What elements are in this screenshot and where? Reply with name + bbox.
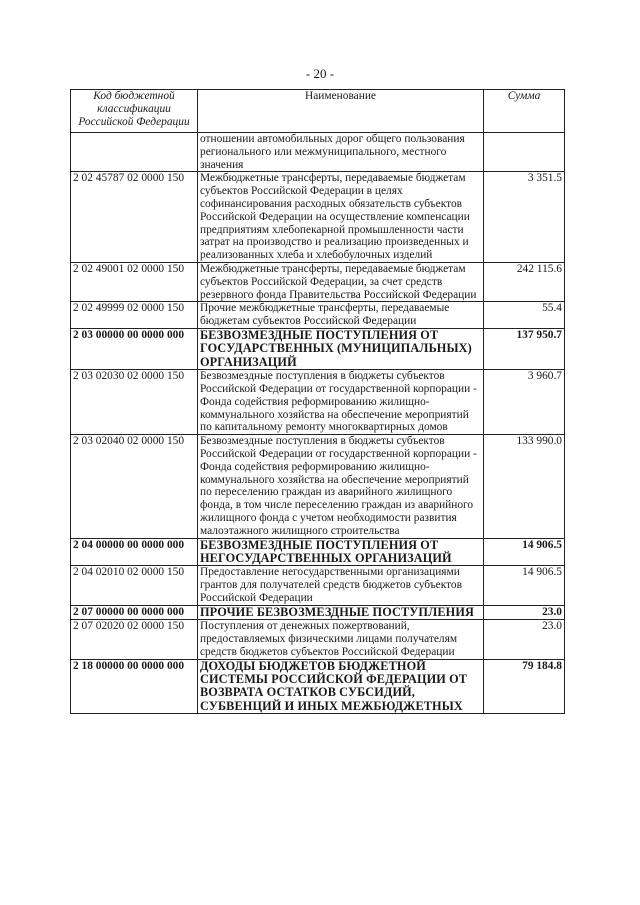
budget-revenue-table <box>70 89 565 714</box>
row-code: 2 02 49001 02 0000 150 <box>71 262 198 301</box>
row-name: отношении автомобильных дорог общего пользования регионального или межмуниципального, местного значения <box>198 133 484 172</box>
table-row <box>71 302 565 329</box>
table-header-row <box>71 90 565 133</box>
row-code: 2 07 02020 02 0000 150 <box>71 620 198 659</box>
row-code: 2 03 02030 02 0000 150 <box>71 370 198 435</box>
row-code: 2 04 00000 00 0000 000 <box>71 538 198 566</box>
table-row <box>71 262 565 301</box>
row-sum: 3 351.5 <box>484 172 565 263</box>
table-row <box>71 566 565 605</box>
row-sum: 14 906.5 <box>484 538 565 566</box>
header-code: Код бюджетной классификации Российской Федерации <box>71 90 198 133</box>
row-code: 2 03 02040 02 0000 150 <box>71 435 198 538</box>
row-sum: 23.0 <box>484 620 565 659</box>
row-name: Безвозмездные поступления в бюджеты субъектов Российской Федерации от государственной корпорации - Фонда содействия реформированию жилищно-коммунального хозяйства на обеспечение мероприятий по переселению граждан из аварийного жилищного фонда, в том числе переселению граждан из аварийного жилищного фонда с учетом необходимости развития малоэтажного жилищного строительства <box>198 435 484 538</box>
table-row-section <box>71 605 565 619</box>
row-sum: 3 960.7 <box>484 370 565 435</box>
row-name: Межбюджетные трансферты, передаваемые бюджетам субъектов Российской Федерации, за счет средств резервного фонда Правительства Российской Федерации <box>198 262 484 301</box>
row-sum <box>484 133 565 172</box>
row-name: БЕЗВОЗМЕЗДНЫЕ ПОСТУПЛЕНИЯ ОТ НЕГОСУДАРСТВЕННЫХ ОРГАНИЗАЦИЙ <box>198 538 484 566</box>
row-name: Поступления от денежных пожертвований, предоставляемых физическими лицами получателям средств бюджетов субъектов Российской Федерации <box>198 620 484 659</box>
row-name: ДОХОДЫ БЮДЖЕТОВ БЮДЖЕТНОЙ СИСТЕМЫ РОССИЙСКОЙ ФЕДЕРАЦИИ ОТ ВОЗВРАТА ОСТАТКОВ СУБСИДИЙ, СУБВЕНЦИЙ И ИНЫХ МЕЖБЮДЖЕТНЫХ <box>198 659 484 714</box>
row-code: 2 04 02010 02 0000 150 <box>71 566 198 605</box>
row-name: Безвозмездные поступления в бюджеты субъектов Российской Федерации от государственной корпорации - Фонда содействия реформированию жилищно-коммунального хозяйства на обеспечение мероприятий по капитальному ремонту многоквартирных домов <box>198 370 484 435</box>
table-row-section <box>71 328 565 369</box>
row-sum: 79 184.8 <box>484 659 565 714</box>
row-name: Межбюджетные трансферты, передаваемые бюджетам субъектов Российской Федерации в целях софинансирования расходных обязательств субъектов Российской Федерации на осуществление компенсации предприятиям хлебопекарной промышленности части затрат на производство и реализацию произведенных и реализованных хлеба и хлебобулочных изделий <box>198 172 484 263</box>
row-name: Предоставление негосударственными организациями грантов для получателей средств бюджетов субъектов Российской Федерации <box>198 566 484 605</box>
row-name: Прочие межбюджетные трансферты, передаваемые бюджетам субъектов Российской Федерации <box>198 302 484 329</box>
row-code: 2 02 45787 02 0000 150 <box>71 172 198 263</box>
page-number: - 20 - <box>305 66 335 81</box>
row-sum: 55.4 <box>484 302 565 329</box>
table-row <box>71 172 565 263</box>
row-code: 2 07 00000 00 0000 000 <box>71 605 198 619</box>
row-sum: 23.0 <box>484 605 565 619</box>
table-row <box>71 620 565 659</box>
header-name: Наименование <box>198 90 484 133</box>
row-code <box>71 133 198 172</box>
row-sum: 133 990.0 <box>484 435 565 538</box>
row-code: 2 18 00000 00 0000 000 <box>71 659 198 714</box>
row-sum: 14 906.5 <box>484 566 565 605</box>
header-sum: Сумма <box>484 90 565 133</box>
table-row <box>71 435 565 538</box>
row-code: 2 02 49999 02 0000 150 <box>71 302 198 329</box>
table-row-section <box>71 659 565 714</box>
table-row-section <box>71 538 565 566</box>
row-code: 2 03 00000 00 0000 000 <box>71 328 198 369</box>
table-row <box>71 370 565 435</box>
table-row <box>71 133 565 172</box>
row-name: ПРОЧИЕ БЕЗВОЗМЕЗДНЫЕ ПОСТУПЛЕНИЯ <box>198 605 484 619</box>
row-sum: 242 115.6 <box>484 262 565 301</box>
row-sum: 137 950.7 <box>484 328 565 369</box>
table-body <box>71 133 565 714</box>
row-name: БЕЗВОЗМЕЗДНЫЕ ПОСТУПЛЕНИЯ ОТ ГОСУДАРСТВЕННЫХ (МУНИЦИПАЛЬНЫХ) ОРГАНИЗАЦИЙ <box>198 328 484 369</box>
